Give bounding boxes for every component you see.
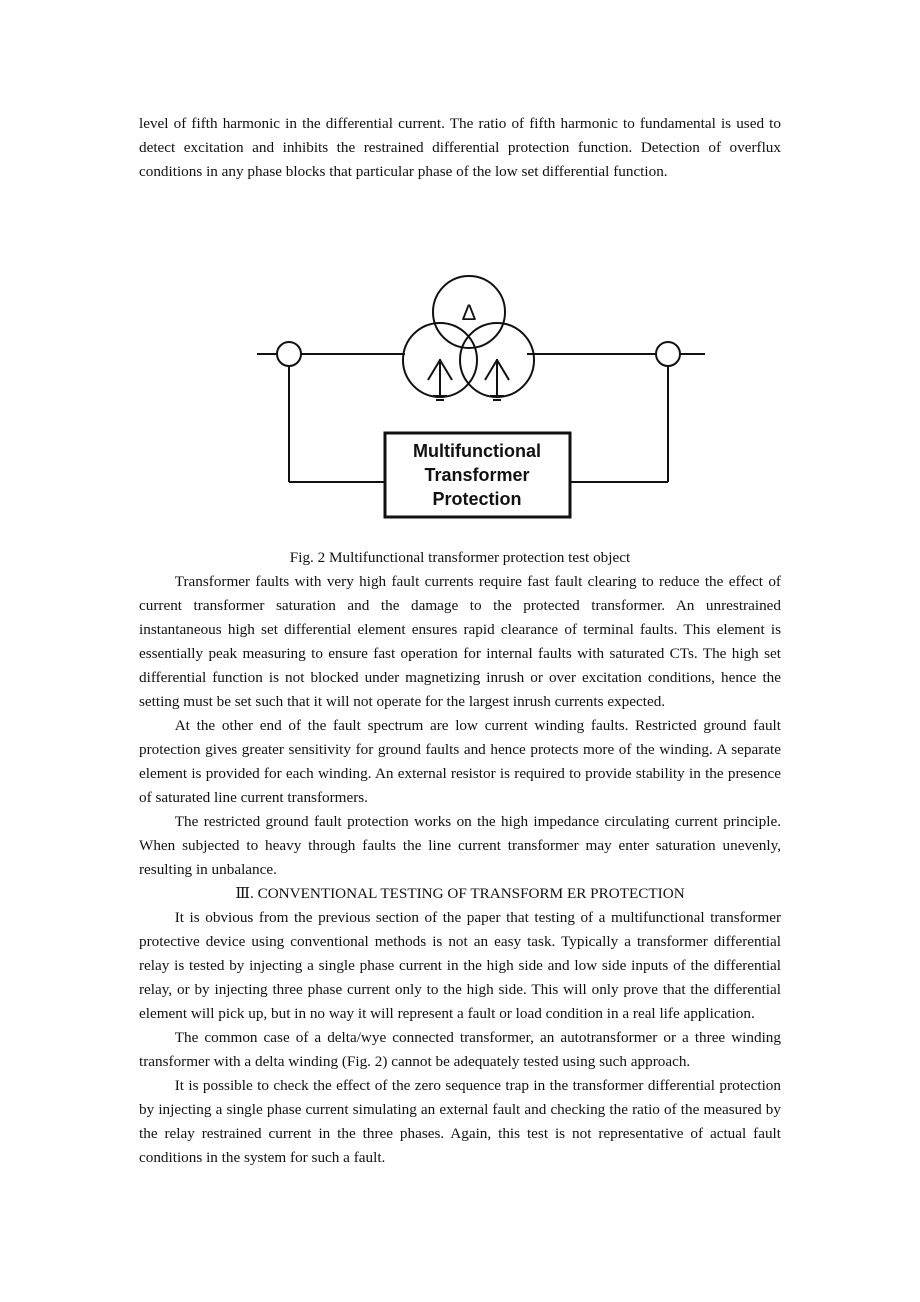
- box-line-1: Multifunctional: [413, 441, 541, 461]
- delta-symbol: Δ: [461, 300, 477, 325]
- ct-left-icon: [277, 342, 301, 366]
- paragraph-delta-wye: The common case of a delta/wye connected transformer, an autotransformer or a three winding transformer with a delta winding (Fig. 2) cannot be adequately tested using such approach.: [139, 1029, 781, 1070]
- ct-right-icon: [656, 342, 680, 366]
- figure-transformer-protection: [139, 184, 781, 546]
- paragraph-high-set: Transformer faults with very high fault currents require fast fault clearing to reduce the effect of current transformer saturation and the damage to the protected transformer. An unrestrained instantaneous high set differential element ensures rapid clearance of terminal faults. This element is essentially peak measuring to ensure fast operation for internal faults with saturated CTs. The high set differential function is not blocked under magnetizing inrush or over excitation conditions, hence the setting must be set such that it will not operate for the largest inrush currents expected.: [139, 573, 781, 710]
- transformer-diagram: [139, 184, 781, 546]
- box-line-3: Protection: [432, 489, 522, 509]
- paragraph-conventional-testing: It is obvious from the previous section of the paper that testing of a multifunctional transformer protective device using conventional methods is not an easy task. Typically a transformer differential relay is tested by injecting a single phase current in the high side and low side inputs of the differential relay, or by injecting three phase current only to the high side. This will only prove that the differential element will pick up, but in no way it will represent a fault or load condition in a real life application.: [139, 909, 781, 1022]
- figure-caption: Fig. 2 Multifunctional transformer protection test object: [289, 549, 631, 566]
- box-line-2: Transformer: [424, 465, 530, 485]
- paragraph-fifth-harmonic: level of fifth harmonic in the differential current. The ratio of fifth harmonic to fundamental is used to detect excitation and inhibits the restrained differential protection function. Detection of overflux conditions in any phase blocks that particular phase of the low set differential function.: [139, 115, 781, 180]
- document-page: [139, 112, 781, 1170]
- paragraph-restricted-ground: At the other end of the fault spectrum are low current winding faults. Restricted ground fault protection gives greater sensitivity for ground faults and hence protects more of the winding. A separate element is provided for each winding. An external resistor is required to provide stability in the presence of saturated line current transformers.: [139, 717, 781, 806]
- paragraph-high-impedance: The restricted ground fault protection works on the high impedance circulating current principle. When subjected to heavy through faults the line current transformer may enter saturation unevenly, resulting in unbalance.: [139, 813, 781, 878]
- section-heading: Ⅲ. CONVENTIONAL TESTING OF TRANSFORM ER PROTECTION: [235, 885, 685, 902]
- paragraph-zero-sequence: It is possible to check the effect of the zero sequence trap in the transformer differential protection by injecting a single phase current simulating an external fault and checking the ratio of the measured by the relay restrained current in the three phases. Again, this test is not representative of actual fault conditions in the system for such a fault.: [139, 1077, 781, 1166]
